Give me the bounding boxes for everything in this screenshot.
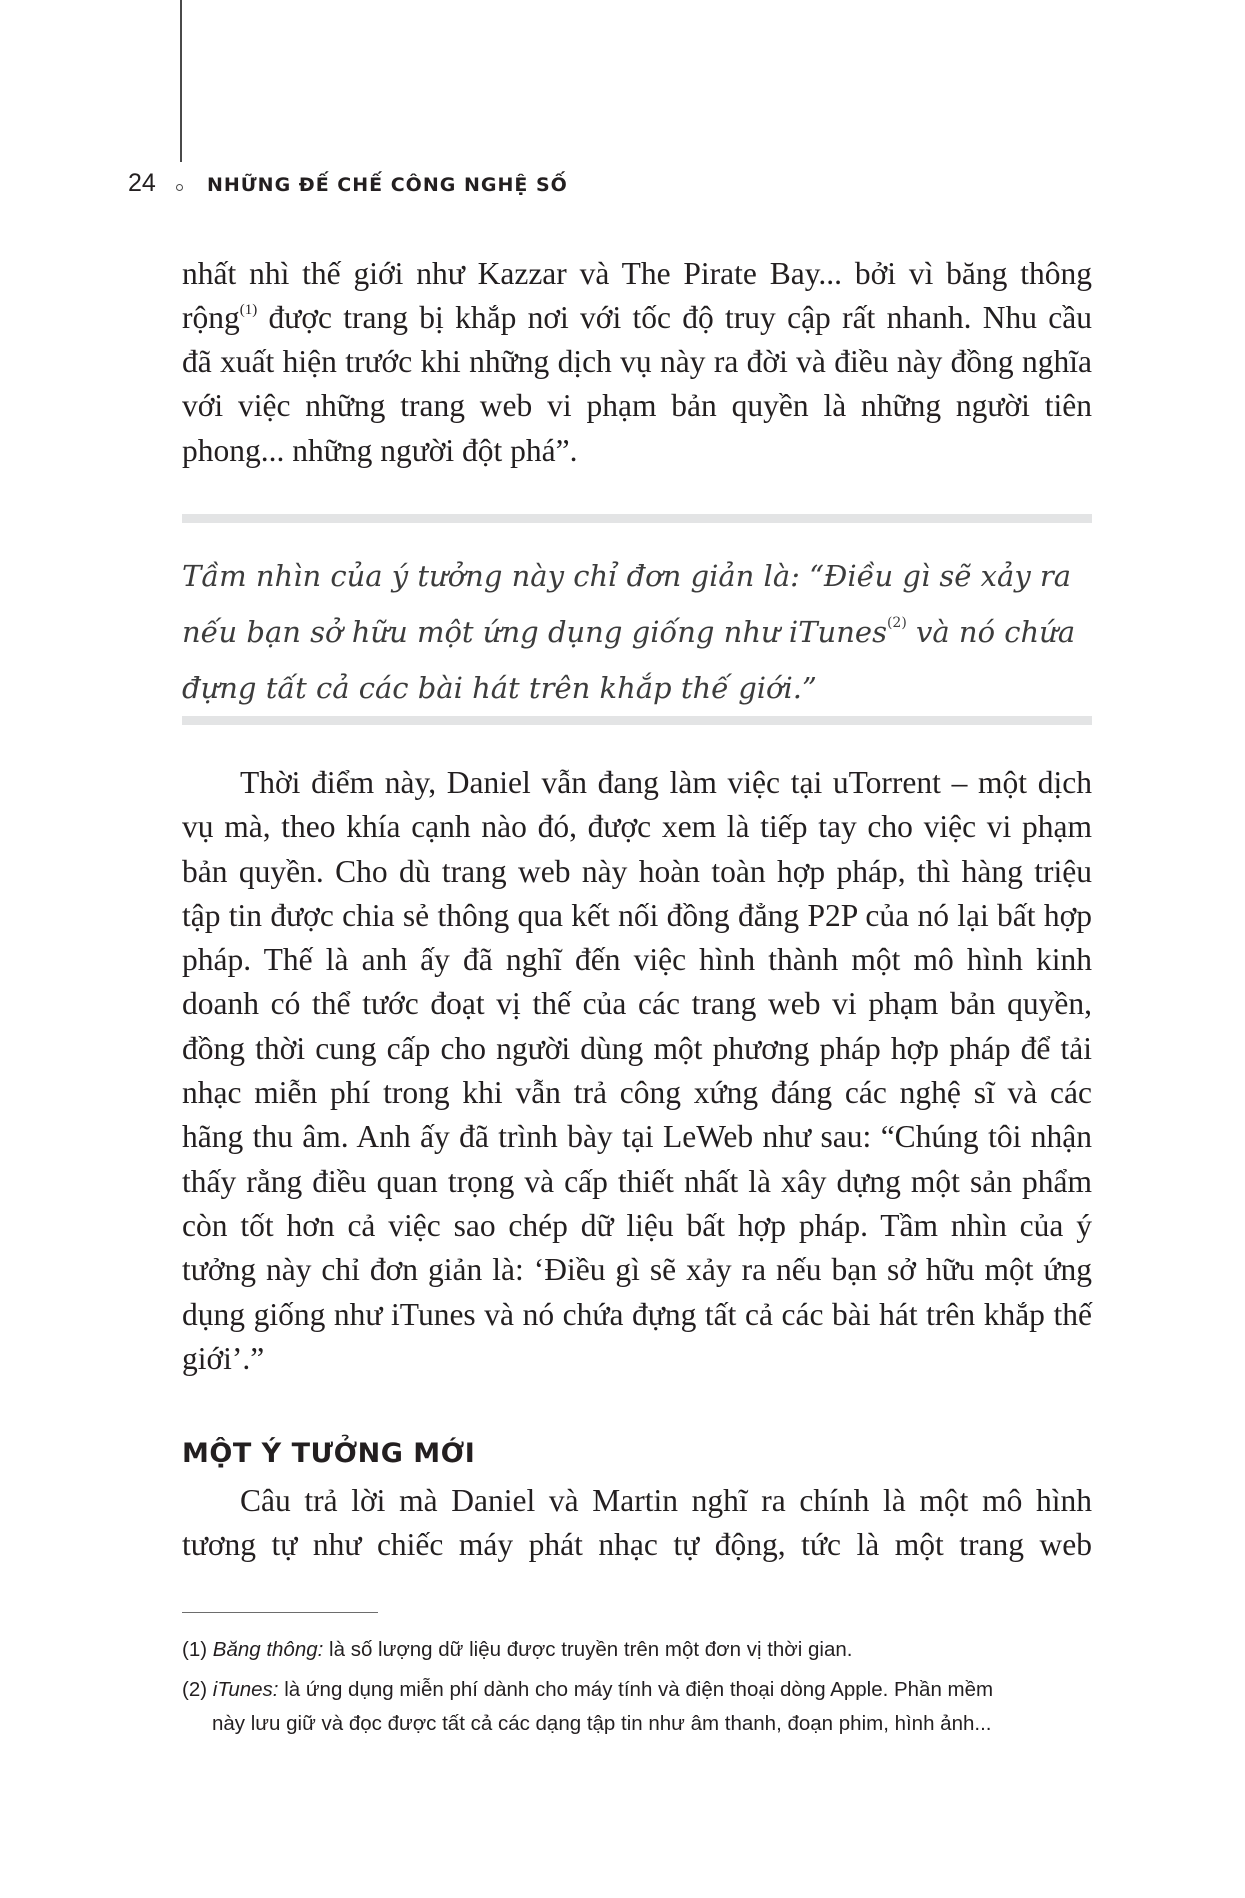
footnote-1 [182,1633,1092,1667]
paragraph-1-line-2-end: được trang bị khắp nơi với tốc độ truy cập rất nhanh. Nhu cầu [257,300,1092,335]
margin-rule [180,0,182,162]
paragraph-1-line-1: nhất nhì thế giới như Kazzar và The Pirate Bay... bởi vì băng thông [182,256,1092,291]
paragraph-1-rest: đã xuất hiện trước khi những dịch vụ này ra đời và điều này đồng nghĩa với việc những trang web vi phạm bản quyền là những người tiên phong... những người đột phá”. [182,344,1092,468]
footnote-2-text: là ứng dụng miễn phí dành cho máy tính và điện thoại dòng Apple. Phần mềm [284,1678,994,1701]
footnote-1-marker: (1) [182,1638,208,1661]
paragraph-1-line-2-start: rộng [182,300,240,335]
pull-quote-top-rule [182,514,1092,523]
footnote-1-text: là số lượng dữ liệu được truyền trên một đơn vị thời gian. [329,1638,853,1661]
pull-quote-bottom-rule [182,716,1092,725]
pull-quote-text-start: Tầm nhìn của ý tưởng này chỉ đơn giản là: “Điều gì sẽ xảy ra nếu bạn sở hữu một ứng dụng giống như iTunes [182,559,1072,649]
footnote-rule [182,1612,378,1613]
pull-quote [182,548,1092,716]
section-heading: MỘT Ý TƯỞNG MỚI [182,1438,476,1469]
pull-quote-text-end: và nó chứa đựng tất cả các bài hát trên khắp thế giới.” [182,615,1076,705]
footnote-1-term: Băng thông: [212,1638,324,1661]
footnote-2 [182,1673,1092,1741]
paragraph-2: Thời điểm này, Daniel vẫn đang làm việc tại uTorrent – một dịch vụ mà, theo khía cạnh nào đó, được xem là tiếp tay cho việc vi phạm bản quyền. Cho dù trang web này hoàn toàn hợp pháp, thì hàng triệu tập tin được chia sẻ thông qua kết nối đồng đẳng P2P của nó lại bất hợp pháp. Thế là anh ấy đã nghĩ đến việc hình thành một mô hình kinh doanh có thể tước đoạt vị thế của các trang web vi phạm bản quyền, đồng thời cung cấp cho người dùng một phương pháp hợp pháp để tải nhạc miễn phí trong khi vẫn trả công xứng đáng các nghệ sĩ và các hãng thu âm. Anh ấy đã trình bày tại LeWeb như sau: “Chúng tôi nhận thấy rằng điều quan trọng và cấp thiết nhất là xây dựng một sản phẩm còn tốt hơn cả việc sao chép dữ liệu bất hợp pháp. Tầm nhìn của ý tưởng này chỉ đơn giản là: ‘Điều gì sẽ xảy ra nếu bạn sở hữu một ứng dụng giống như iTunes và nó chứa đựng tất cả các bài hát trên khắp thế giới’.” [182,765,1092,1376]
footnote-ref-1: (1) [239,301,258,318]
footnote-ref-2: (2) [886,615,907,632]
margin-rule-dot [176,184,183,191]
footnote-2-marker: (2) [182,1678,208,1701]
page-number: 24 [128,169,156,197]
footnote-2-continuation: này lưu giữ và đọc được tất cả các dạng tập tin như âm thanh, đoạn phim, hình ảnh... [212,1712,992,1735]
paragraph-3: Câu trả lời mà Daniel và Martin nghĩ ra chính là một mô hình tương tự như chiếc máy phát nhạc tự động, tức là một trang web [182,1483,1092,1563]
footnote-2-term: iTunes: [212,1678,279,1701]
running-title: NHỮNG ĐẾ CHẾ CÔNG NGHỆ SỐ [207,174,568,196]
paragraph-1-line-2 [182,296,1092,340]
